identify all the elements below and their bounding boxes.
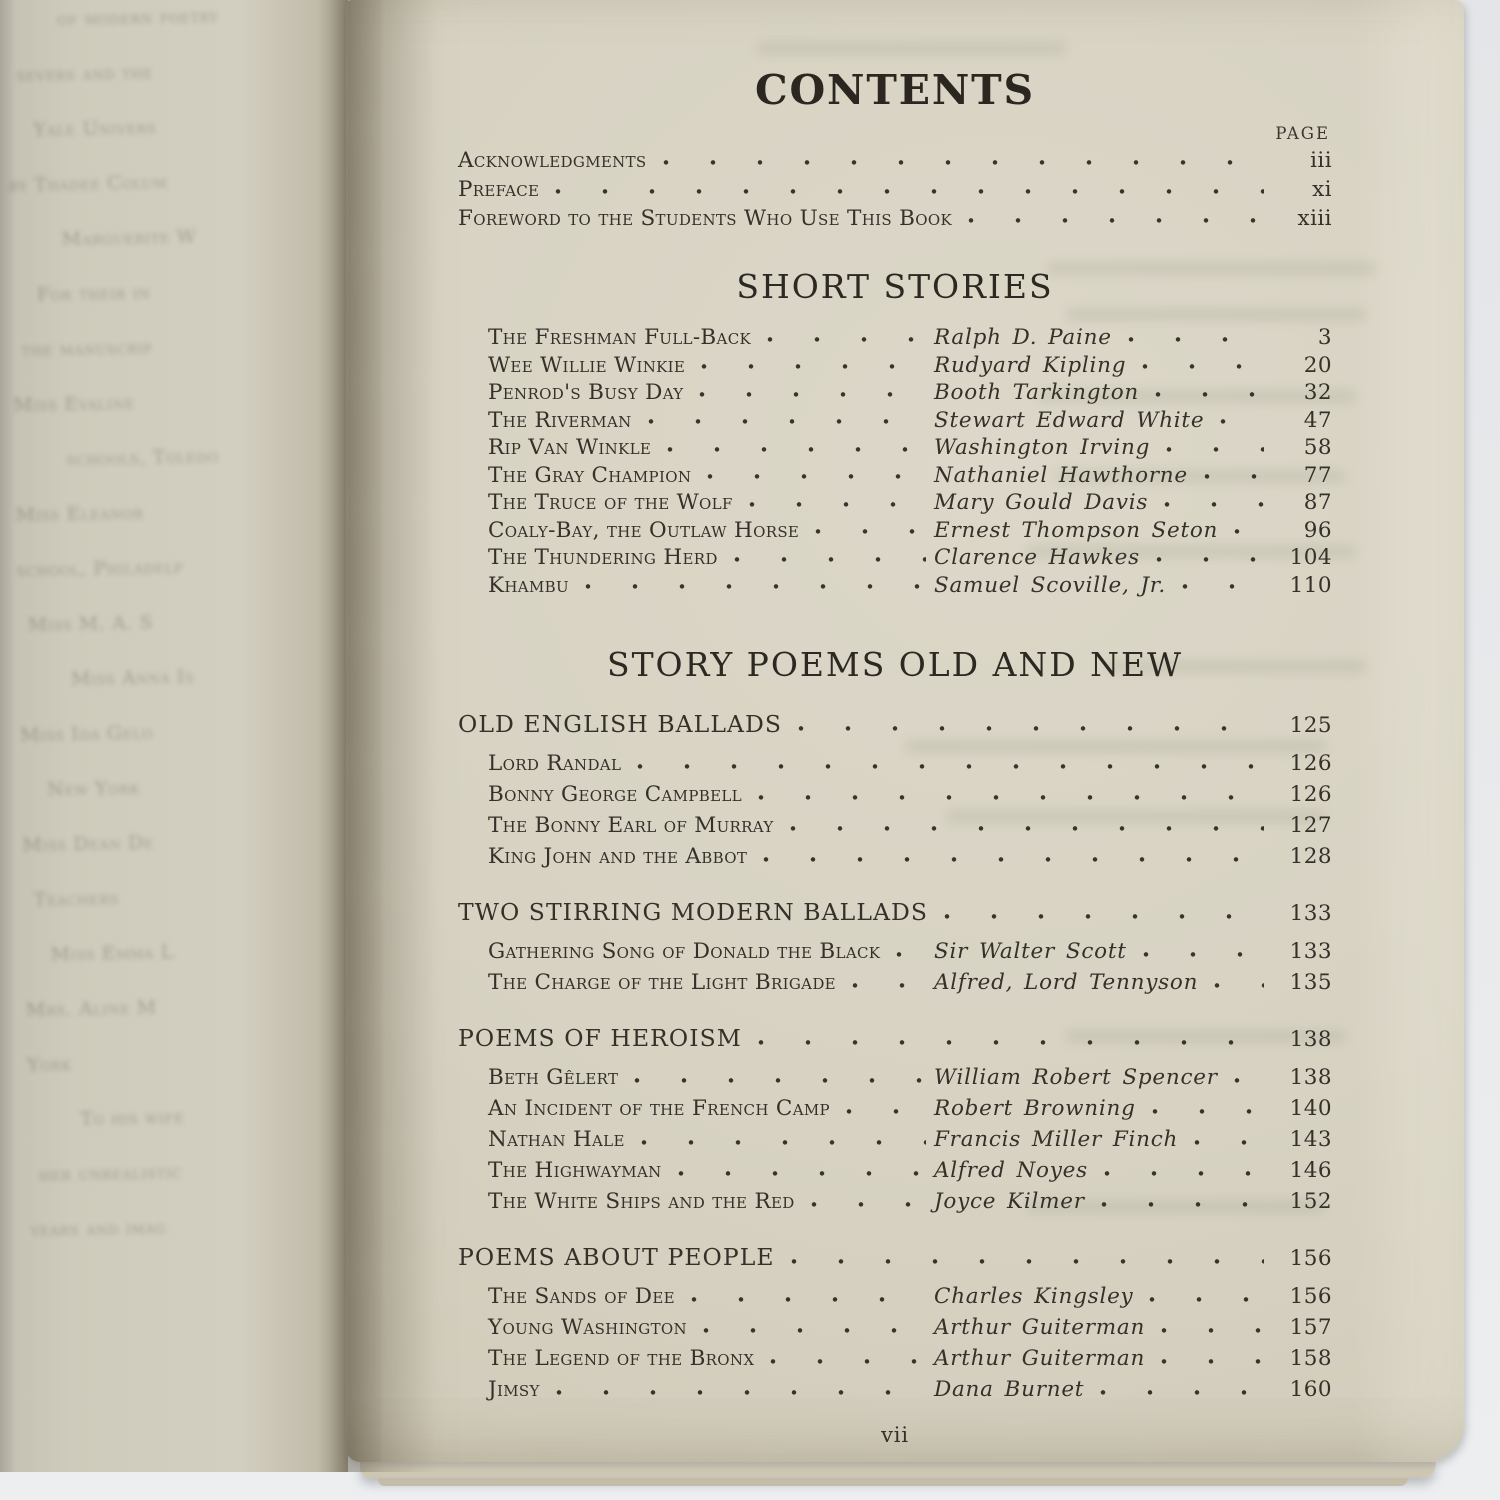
- toc-entry-title: Acknowledgments: [458, 148, 647, 173]
- dot-leader: [1154, 556, 1264, 566]
- toc-entry-author: Alfred Noyes: [934, 1158, 1088, 1183]
- left-page-text-fragment: Miss Evaline: [12, 391, 135, 417]
- toc-entry-title: Jimsy: [488, 1377, 540, 1402]
- toc-author-col: [934, 1155, 1272, 1186]
- section-heading: STORY POEMS OLD AND NEW: [606, 645, 1183, 684]
- toc-page-number: xi: [1312, 177, 1332, 202]
- dot-leader: [1202, 473, 1264, 483]
- toc-entry-title: Lord Randal: [488, 751, 622, 776]
- dot-leader: [646, 418, 926, 428]
- toc-entry-title: The Bonny Earl of Murray: [488, 813, 774, 838]
- toc-page-number: 157: [1289, 1315, 1332, 1340]
- dot-leader: [1098, 1389, 1264, 1399]
- left-page-bleed-text: [0, 0, 348, 1275]
- front-matter-list: [458, 146, 1332, 233]
- left-page-text-fragment: Miss Eleanor: [15, 501, 144, 527]
- toc-author-col: [934, 572, 1272, 600]
- toc-entry-title: The White Ships and the Red: [488, 1189, 795, 1214]
- toc-row: [458, 841, 1332, 872]
- toc-entry-author: Washington Irving: [934, 435, 1151, 460]
- left-page-text-fragment: the manuscrip: [21, 336, 153, 362]
- toc-entry-title: The Truce of the Wolf: [488, 490, 733, 515]
- dot-leader: [732, 556, 926, 566]
- toc-author-col: [934, 352, 1272, 380]
- toc-group: [458, 709, 1332, 872]
- left-page-text-fragment: of modern poetry: [56, 4, 219, 31]
- dot-leader: [1150, 1108, 1264, 1118]
- dot-leader: [789, 1258, 1264, 1268]
- toc-page-number: 158: [1289, 1346, 1332, 1371]
- toc-row: [458, 810, 1332, 841]
- toc-entry-author: Rudyard Kipling: [934, 352, 1127, 378]
- toc-row: [458, 407, 1332, 435]
- toc-page-number: 87: [1303, 490, 1332, 515]
- toc-page-number: 96: [1303, 517, 1332, 543]
- dot-leader: [705, 473, 926, 483]
- dot-leader: [756, 794, 1264, 804]
- left-page-text-fragment: Miss M. A. S: [27, 611, 154, 637]
- dot-leader: [1153, 391, 1264, 401]
- toc-entry-author: Sir Walter Scott: [934, 939, 1127, 964]
- toc-page-number: iii: [1310, 148, 1332, 173]
- toc-page-number: 32: [1303, 380, 1332, 405]
- toc-entry-title: Nathan Hale: [488, 1127, 625, 1152]
- page-title: CONTENTS: [755, 66, 1035, 114]
- left-page-text-fragment: Miss Emma L: [50, 941, 174, 966]
- toc-row: [458, 1374, 1332, 1405]
- dot-leader: [809, 1201, 926, 1211]
- dot-leader: [942, 913, 1264, 923]
- toc-entry-author: Ralph D. Paine: [934, 325, 1112, 350]
- toc-entry-title: The Legend of the Bronx: [488, 1346, 755, 1371]
- dot-leader: [583, 583, 926, 593]
- left-page-text-fragment: To his wife: [79, 1105, 185, 1131]
- toc-page-number: xiii: [1297, 206, 1332, 231]
- dot-leader: [554, 1389, 926, 1399]
- toc-row: [458, 1281, 1332, 1312]
- toc-page-number: 135: [1289, 970, 1332, 995]
- toc-group: [458, 1242, 1332, 1405]
- contents-body: [458, 58, 1332, 1447]
- toc-group-heading-row: [458, 897, 1332, 929]
- toc-page-number: 128: [1289, 844, 1332, 869]
- toc-page-number: 156: [1289, 1246, 1332, 1271]
- dot-leader: [813, 528, 926, 538]
- toc-entry-author: Arthur Guiterman: [934, 1346, 1146, 1371]
- toc-author-col: [934, 1186, 1272, 1217]
- toc-group: [458, 1023, 1332, 1217]
- left-page-text-fragment: by Thadee Colum: [8, 171, 168, 197]
- toc-author-col: [934, 1093, 1272, 1124]
- dot-leader: [894, 951, 926, 961]
- dot-leader: [553, 188, 1264, 198]
- toc-author-col: [934, 379, 1272, 407]
- toc-row: [458, 462, 1332, 490]
- toc-page-number: 160: [1289, 1377, 1332, 1402]
- left-page-text-fragment: years and imag: [30, 1216, 167, 1242]
- toc-page-number: 58: [1303, 435, 1332, 460]
- toc-group-heading-row: [458, 1242, 1332, 1274]
- dot-leader: [635, 763, 1264, 773]
- toc-author-col: [934, 517, 1272, 545]
- dot-leader: [697, 391, 926, 401]
- toc-page-number: 125: [1289, 713, 1332, 738]
- toc-group: [458, 897, 1332, 998]
- toc-entry-author: Stewart Edward White: [934, 407, 1205, 433]
- dot-leader: [788, 825, 1264, 835]
- toc-entry-title: Rip Van Winkle: [488, 435, 652, 460]
- left-page-text-fragment: Miss Ida Gelo: [19, 721, 154, 747]
- dot-leader: [966, 217, 1264, 227]
- toc-group-heading-row: [458, 1023, 1332, 1055]
- left-page-text-fragment: York: [26, 1053, 73, 1077]
- toc-page-number: 133: [1289, 939, 1332, 964]
- toc-author-col: [934, 936, 1272, 967]
- dot-leader: [765, 336, 926, 346]
- toc-page-number: 152: [1289, 1189, 1332, 1214]
- toc-page-number: 140: [1289, 1096, 1332, 1121]
- dot-leader: [661, 159, 1264, 169]
- toc-row: [458, 1062, 1332, 1093]
- toc-row: [458, 146, 1332, 175]
- dot-leader: [1147, 1296, 1264, 1306]
- toc-entry-author: William Robert Spencer: [934, 1065, 1218, 1090]
- toc-row: [458, 1312, 1332, 1343]
- dot-leader: [761, 856, 1264, 866]
- toc-entry-author: Joyce Kilmer: [934, 1189, 1085, 1214]
- dot-leader: [756, 1039, 1264, 1049]
- contents-page: [346, 0, 1464, 1462]
- toc-entry-author: Booth Tarkington: [934, 380, 1139, 405]
- page-column-label: PAGE: [1275, 124, 1330, 143]
- toc-group: [458, 324, 1332, 599]
- toc-author-col: [934, 1343, 1272, 1374]
- left-page-text-fragment: school, Philadelp: [16, 555, 184, 582]
- toc-author-col: [934, 1312, 1272, 1343]
- toc-page-number: 77: [1303, 462, 1332, 488]
- toc-sections: [458, 267, 1332, 1405]
- toc-page-number: 104: [1289, 545, 1332, 570]
- toc-page-number: 126: [1289, 751, 1332, 776]
- section-heading: SHORT STORIES: [736, 267, 1054, 306]
- dot-leader: [632, 1077, 926, 1087]
- toc-author-col: [934, 407, 1272, 435]
- toc-page-number: 20: [1303, 352, 1332, 378]
- toc-entry-title: Penrod's Busy Day: [488, 380, 684, 405]
- toc-row: [458, 379, 1332, 407]
- toc-section: [458, 645, 1332, 1405]
- dot-leader: [1102, 1170, 1264, 1180]
- bleed-through-smudge: [756, 42, 1066, 55]
- toc-page-number: 126: [1289, 782, 1332, 807]
- toc-group-heading: OLD ENGLISH BALLADS: [458, 710, 783, 738]
- toc-row: [458, 1343, 1332, 1374]
- toc-entry-title: The Thundering Herd: [488, 545, 718, 570]
- toc-entry-title: Foreword to the Students Who Use This Book: [458, 206, 953, 231]
- left-page-text-fragment: Miss Anna Is: [70, 665, 195, 691]
- toc-entry-author: Robert Browning: [934, 1096, 1136, 1121]
- toc-author-col: [934, 434, 1272, 462]
- toc-group-heading: POEMS OF HEROISM: [458, 1024, 742, 1052]
- toc-author-col: [934, 1374, 1272, 1405]
- toc-page-number: 3: [1317, 325, 1332, 350]
- folio-page-number: vii: [881, 1423, 909, 1447]
- left-page-text-fragment: New York: [46, 776, 141, 801]
- toc-row: [458, 517, 1332, 545]
- left-page-text-fragment: Marguerite W: [61, 225, 197, 251]
- toc-entry-title: Khambu: [488, 572, 569, 598]
- toc-row: [458, 352, 1332, 380]
- toc-row: [458, 1093, 1332, 1124]
- dot-leader: [1218, 418, 1264, 428]
- left-page-text-fragment: Yale Univers: [33, 116, 157, 141]
- dot-leader: [844, 1108, 926, 1118]
- toc-author-col: [934, 967, 1272, 998]
- toc-entry-author: Dana Burnet: [934, 1377, 1085, 1402]
- toc-author-col: [934, 1062, 1272, 1093]
- dot-leader: [1141, 951, 1264, 961]
- dot-leader: [1164, 446, 1264, 456]
- toc-entry-title: An Incident of the French Camp: [488, 1096, 830, 1121]
- under-page-edge-2: [378, 1478, 1408, 1486]
- left-page-text-fragment: Teachers: [33, 887, 120, 911]
- dot-leader: [1180, 583, 1264, 593]
- left-page-text-fragment: severs and the: [16, 61, 154, 87]
- dot-leader: [1159, 1327, 1264, 1337]
- dot-leader: [1232, 528, 1264, 538]
- toc-entry-author: Samuel Scoville, Jr.: [934, 572, 1166, 598]
- dot-leader: [665, 446, 926, 456]
- toc-row: [458, 779, 1332, 810]
- toc-entry-title: King John and the Abbot: [488, 844, 748, 869]
- toc-row: [458, 572, 1332, 600]
- toc-row: [458, 1186, 1332, 1217]
- dot-leader: [1159, 1358, 1264, 1368]
- toc-entry-title: Young Washington: [488, 1315, 687, 1340]
- toc-row: [458, 1155, 1332, 1186]
- toc-page-number: 127: [1289, 813, 1332, 838]
- dot-leader: [796, 725, 1264, 735]
- toc-author-col: [934, 489, 1272, 517]
- toc-entry-title: Gathering Song of Donald the Black: [488, 939, 881, 964]
- dot-leader: [1212, 982, 1264, 992]
- dot-leader: [676, 1170, 926, 1180]
- toc-entry-author: Francis Miller Finch: [934, 1127, 1179, 1152]
- toc-group-heading: POEMS ABOUT PEOPLE: [458, 1243, 775, 1271]
- toc-row: [458, 434, 1332, 462]
- toc-page-number: 143: [1289, 1127, 1332, 1152]
- dot-leader: [701, 1327, 926, 1337]
- toc-row: [458, 544, 1332, 572]
- toc-entry-title: The Sands of Dee: [488, 1284, 675, 1309]
- toc-entry-author: Arthur Guiterman: [934, 1315, 1146, 1340]
- dot-leader: [768, 1358, 926, 1368]
- toc-page-number: 138: [1289, 1027, 1332, 1052]
- toc-entry-author: Charles Kingsley: [934, 1284, 1134, 1309]
- toc-page-number: 47: [1303, 407, 1332, 433]
- dot-leader: [850, 982, 926, 992]
- toc-row: [458, 175, 1332, 204]
- left-facing-page: [0, 0, 348, 1472]
- dot-leader: [1140, 363, 1264, 373]
- toc-page-number: 146: [1289, 1158, 1332, 1183]
- toc-row: [458, 967, 1332, 998]
- toc-page-number: 138: [1289, 1065, 1332, 1090]
- toc-author-col: [934, 462, 1272, 490]
- toc-entry-title: Bonny George Campbell: [488, 782, 742, 807]
- toc-entry-title: Coaly-Bay, the Outlaw Horse: [488, 517, 800, 543]
- left-page-text-fragment: For their in: [36, 281, 151, 306]
- toc-entry-author: Nathaniel Hawthorne: [934, 462, 1188, 488]
- toc-page-number: 133: [1289, 901, 1332, 926]
- toc-entry-title: The Riverman: [488, 407, 632, 433]
- toc-group-heading: TWO STIRRING MODERN BALLADS: [458, 898, 929, 926]
- toc-author-col: [934, 544, 1272, 572]
- toc-entry-author: Mary Gould Davis: [934, 490, 1149, 515]
- dot-leader: [1162, 501, 1264, 511]
- toc-section: [458, 267, 1332, 599]
- under-page-edge: [360, 1462, 1436, 1478]
- toc-row: [458, 489, 1332, 517]
- toc-row: [458, 936, 1332, 967]
- dot-leader: [639, 1139, 926, 1149]
- toc-page-number: 110: [1289, 572, 1332, 598]
- toc-row: [458, 1124, 1332, 1155]
- toc-row: [458, 204, 1332, 233]
- toc-entry-title: Preface: [458, 177, 540, 202]
- toc-entry-title: The Freshman Full-Back: [488, 325, 752, 350]
- toc-row: [458, 748, 1332, 779]
- left-page-text-fragment: Miss Dean De: [22, 831, 154, 857]
- toc-entry-title: Wee Willie Winkie: [488, 352, 686, 378]
- left-page-text-fragment: Mrs. Aline M: [25, 996, 157, 1022]
- dot-leader: [689, 1296, 926, 1306]
- toc-entry-author: Ernest Thompson Seton: [934, 517, 1219, 543]
- toc-row: [458, 324, 1332, 352]
- toc-page-number: 156: [1289, 1284, 1332, 1309]
- toc-author-col: [934, 1124, 1272, 1155]
- toc-group-heading-row: [458, 709, 1332, 741]
- toc-entry-author: Alfred, Lord Tennyson: [934, 970, 1199, 995]
- dot-leader: [699, 363, 926, 373]
- toc-entry-title: The Highwayman: [488, 1158, 662, 1183]
- dot-leader: [1192, 1139, 1264, 1149]
- dot-leader: [1126, 336, 1264, 346]
- toc-entry-title: The Charge of the Light Brigade: [488, 970, 836, 995]
- toc-author-col: [934, 324, 1272, 352]
- toc-entry-title: The Gray Champion: [488, 462, 692, 488]
- toc-entry-title: Beth Gêlert: [488, 1065, 619, 1090]
- toc-author-col: [934, 1281, 1272, 1312]
- left-page-text-fragment: schools, Toledo: [66, 445, 219, 471]
- dot-leader: [1099, 1201, 1264, 1211]
- dot-leader: [1232, 1077, 1264, 1087]
- left-page-text-fragment: her unrealistic: [39, 1160, 183, 1186]
- dot-leader: [747, 501, 926, 511]
- toc-entry-author: Clarence Hawkes: [934, 545, 1140, 570]
